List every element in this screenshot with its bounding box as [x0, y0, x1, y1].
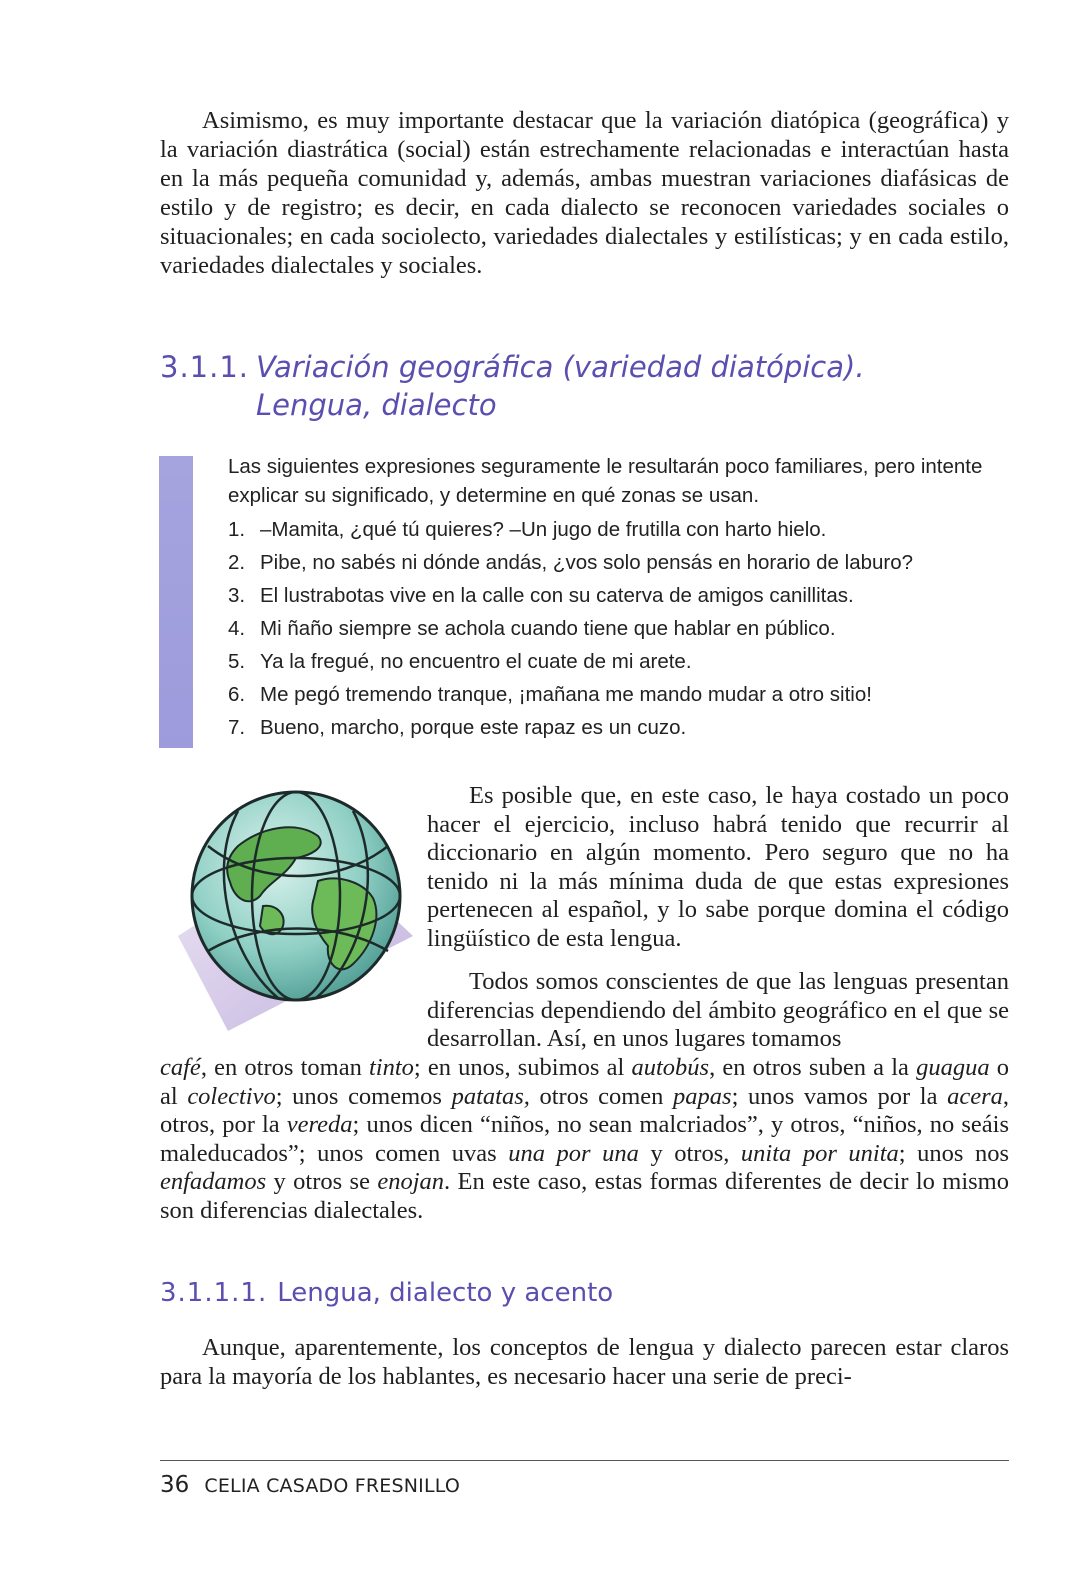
dialect-word: colectivo [187, 1082, 276, 1110]
text-run: . En este caso, estas formas diferentes de decir lo mismo son diferencias dialectales. [160, 1168, 1009, 1224]
paragraph-3 [427, 968, 1009, 1054]
dialect-word: acera [947, 1082, 1003, 1110]
text-run: y otros se [266, 1168, 378, 1196]
dialect-word: patatas, [451, 1082, 530, 1110]
exercise-item [228, 645, 1018, 678]
item-text: –Mamita, ¿qué tú quieres? –Un jugo de frutilla con harto hielo. [260, 518, 827, 541]
text-run: , otros, por la [160, 1082, 1009, 1139]
section-number: 3.1.1. [160, 350, 250, 384]
author-name: CELIA CASADO FRESNILLO [204, 1475, 461, 1497]
globe-illustration [168, 786, 418, 1036]
exercise-list [228, 513, 1018, 744]
item-text: Ya la fregué, no encuentro el cuate de mi arete. [260, 650, 692, 673]
text-run: ; unos comemos [275, 1082, 452, 1110]
text-run: ; unos vamos por la [731, 1082, 948, 1110]
section-heading [160, 348, 865, 424]
item-text: Bueno, marcho, porque este rapaz es un cuzo. [260, 716, 687, 739]
item-number: 5. [228, 650, 246, 673]
footer-divider [160, 1460, 1009, 1461]
item-text: El lustrabotas vive en la calle con su caterva de amigos canillitas. [260, 584, 854, 607]
item-number: 3. [228, 584, 246, 607]
dialect-word: café [160, 1054, 201, 1081]
item-number: 4. [228, 617, 246, 640]
text-run: otros comen [529, 1082, 674, 1110]
item-text: Pibe, no sabés ni dónde andás, ¿vos solo pensás en horario de laburo? [260, 551, 914, 574]
text-run: , en otros toman [200, 1054, 369, 1081]
page-number: 36 [160, 1472, 190, 1498]
exercise-item [228, 513, 1018, 546]
exercise-item [228, 678, 1018, 711]
dialect-word: enfadamos [160, 1168, 267, 1196]
dialect-word: unita por unita [740, 1139, 899, 1167]
text-run: ; unos nos [898, 1139, 1009, 1167]
exercise-item [228, 579, 1018, 612]
exercise-box [228, 452, 1018, 744]
dialect-word: guagua [916, 1054, 990, 1081]
page-footer [160, 1472, 460, 1498]
section-title-line2: Lengua, dialecto [256, 388, 497, 422]
dialect-word: enojan [377, 1168, 445, 1196]
exercise-item [228, 546, 1018, 579]
exercise-intro: Las siguientes expresiones seguramente le resultarán poco familiares, pero intente explicar su significado, y determine en qué zonas se usan. [228, 455, 983, 507]
dialect-word: tinto [368, 1054, 414, 1081]
item-number: 7. [228, 716, 246, 739]
paragraph-3-continued [160, 1054, 1009, 1226]
text-run: ; unos dicen “niños, no sean malcriados”, y otros, “niños, no seáis maleducados”; unos comen uvas [160, 1111, 1009, 1167]
item-number: 1. [228, 518, 246, 541]
text-run: y otros, [638, 1139, 741, 1167]
dialect-word: autobús [631, 1054, 710, 1081]
intro-paragraph: Asimismo, es muy importante destacar que la variación diatópica (geográfica) y la variación diastrática (social) están estrechamente relacionadas e interactúan hasta en la más pequeña comunidad y, además, ambas muestran variaciones diafásicas de estilo y de registro; es decir, en cada dialecto se reconocen variedades sociales o situacionales; en cada sociolecto, variedades dialectales y estilísticas; y en cada estilo, variedades dialectales y sociales. [160, 107, 1009, 279]
item-text: Mi ñaño siempre se achola cuando tiene que hablar en público. [260, 617, 836, 640]
item-number: 6. [228, 683, 246, 706]
text-run: ; en unos, subimos al [413, 1054, 632, 1081]
exercise-marker-bar [159, 456, 193, 748]
text-run: , en otros suben a la [709, 1054, 917, 1081]
section-title-line1: Variación geográfica (variedad diatópica). [256, 350, 865, 384]
subsection-number: 3.1.1.1. [160, 1278, 268, 1308]
exercise-item [228, 612, 1018, 645]
text-run: Todos somos conscientes de que las lenguas presentan diferencias dependiendo del ámbito geográfico en el que se desarrollan. Así, en unos lugares tomamos [427, 968, 1009, 1053]
dialect-word: papas [673, 1082, 732, 1110]
paragraph-4: Aunque, aparentemente, los conceptos de lengua y dialecto parecen estar claros para la mayoría de los hablantes, es necesario hacer una serie de preci- [160, 1334, 1009, 1390]
exercise-item [228, 711, 1018, 744]
subsection-title: Lengua, dialecto y acento [277, 1278, 614, 1308]
dialect-word: vereda [286, 1111, 353, 1139]
item-number: 2. [228, 551, 246, 574]
subsection-heading [160, 1276, 613, 1310]
dialect-word: una por una [508, 1139, 639, 1167]
paragraph-2: Es posible que, en este caso, le haya costado un poco hacer el ejercicio, incluso habrá tenido que recurrir al diccionario en algún momento. Pero seguro que no ha tenido ni la más mínima duda de que estas expresiones pertenecen al español, y lo sabe porque domina el código lingüístico de esta lengua. [427, 782, 1009, 952]
text-run: o al [160, 1054, 1009, 1110]
globe-icon [168, 786, 418, 1036]
item-text: Me pegó tremendo tranque, ¡mañana me mando mudar a otro sitio! [260, 683, 872, 706]
